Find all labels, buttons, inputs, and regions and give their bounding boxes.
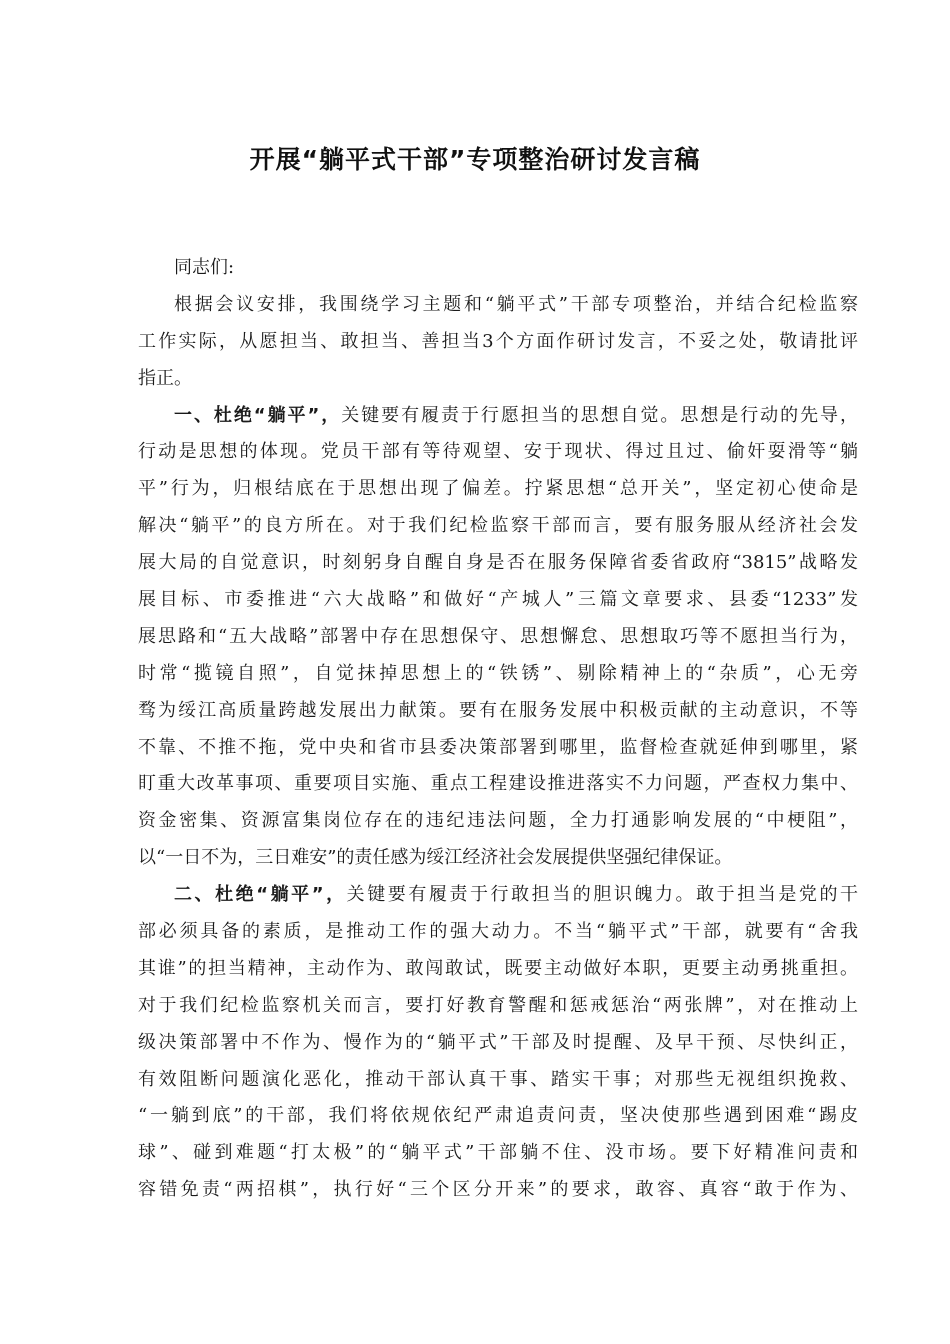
section2-line: 容错免责“两招棋”，执行好“三个区分开来”的要求，敢容、真容“敢于作为、 (138, 1179, 858, 1201)
section2-text: 关键要有履责于行敢担当的胆识魄力。敢于担当是党的干 (346, 884, 858, 906)
section2-line: “一躺到底”的干部，我们将依规依纪严肃追责问责，坚决使那些遇到困难“踢皮 (138, 1105, 858, 1127)
section1-line: 不靠、不推不拖，党中央和省市县委决策部署到哪里，监督检查就延伸到哪里，紧 (138, 736, 858, 758)
section2-heading: 二、杜绝“躺平”， (174, 884, 347, 906)
section2-line: 其谁”的担当精神，主动作为、敢闯敢试，既要主动做好本职，更要主动勇挑重担。 (138, 957, 858, 979)
section2-line: 部必须具备的素质，是推动工作的强大动力。不当“躺平式”干部，就要有“舍我 (138, 921, 858, 943)
section2-line: 有效阻断问题演化恶化，推动干部认真干事、踏实干事；对那些无视组织挽救、 (138, 1068, 858, 1090)
intro-line: 根据会议安排，我围绕学习主题和“躺平式”干部专项整治，并结合纪检监察 (174, 293, 858, 315)
section1-heading: 一、杜绝“躺平”， (174, 404, 342, 426)
section2-line: 级决策部署中不作为、慢作为的“躺平式”干部及时提醒、及早干预、尽快纠正， (138, 1031, 858, 1053)
section1-first-line (138, 398, 858, 435)
intro-line: 工作实际，从愿担当、敢担当、善担当3个方面作研讨发言，不妥之处，敬请批评 (138, 330, 858, 352)
section1-line: 骛为绥江高质量跨越发展出力献策。要有在服务发展中积极贡献的主动意识，不等 (138, 699, 858, 721)
section1-line: 行动是思想的体现。党员干部有等待观望、安于现状、得过且过、偷奸耍滑等“躺 (138, 441, 858, 463)
section1-line: 时常“揽镜自照”，自觉抹掉思想上的“铁锈”、剔除精神上的“杂质”，心无旁 (138, 662, 858, 684)
section1-line: 解决“躺平”的良方所在。对于我们纪检监察干部而言，要有服务服从经济社会发 (138, 515, 858, 537)
section1-line: 展目标、市委推进“六大战略”和做好“产城人”三篇文章要求、县委“1233”发 (138, 589, 858, 611)
document-body (138, 250, 858, 1209)
section2-line: 球”、碰到难题“打太极”的“躺平式”干部躺不住、没市场。要下好精准问责和 (138, 1142, 858, 1164)
section2-line: 对于我们纪检监察机关而言，要打好教育警醒和惩戒惩治“两张牌”，对在推动上 (138, 994, 858, 1016)
section1-line: 以“一日不为，三日难安”的责任感为绥江经济社会发展提供坚强纪律保证。 (138, 847, 733, 869)
section1-line: 平”行为，归根结底在于思想出现了偏差。拧紧思想“总开关”，坚定初心使命是 (138, 478, 858, 500)
document-title: 开展“躺平式干部”专项整治研讨发言稿 (249, 145, 701, 174)
section1-text: 关键要有履责于行愿担当的思想自觉。思想是行动的先导， (341, 404, 858, 426)
intro-line: 指正。 (138, 367, 192, 389)
section2-first-line (138, 877, 858, 914)
salutation: 同志们: (174, 257, 235, 278)
section1-line: 资金密集、资源富集岗位存在的违纪违法问题，全力打通影响发展的“中梗阻”， (138, 810, 858, 832)
section1-line: 展大局的自觉意识，时刻躬身自醒自身是否在服务保障省委省政府“3815”战略发 (138, 552, 858, 574)
section1-line: 展思路和“五大战略”部署中存在思想保守、思想懈怠、思想取巧等不愿担当行为， (138, 625, 858, 647)
section1-line: 盯重大改革事项、重要项目实施、重点工程建设推进落实不力问题，严查权力集中、 (138, 773, 858, 795)
